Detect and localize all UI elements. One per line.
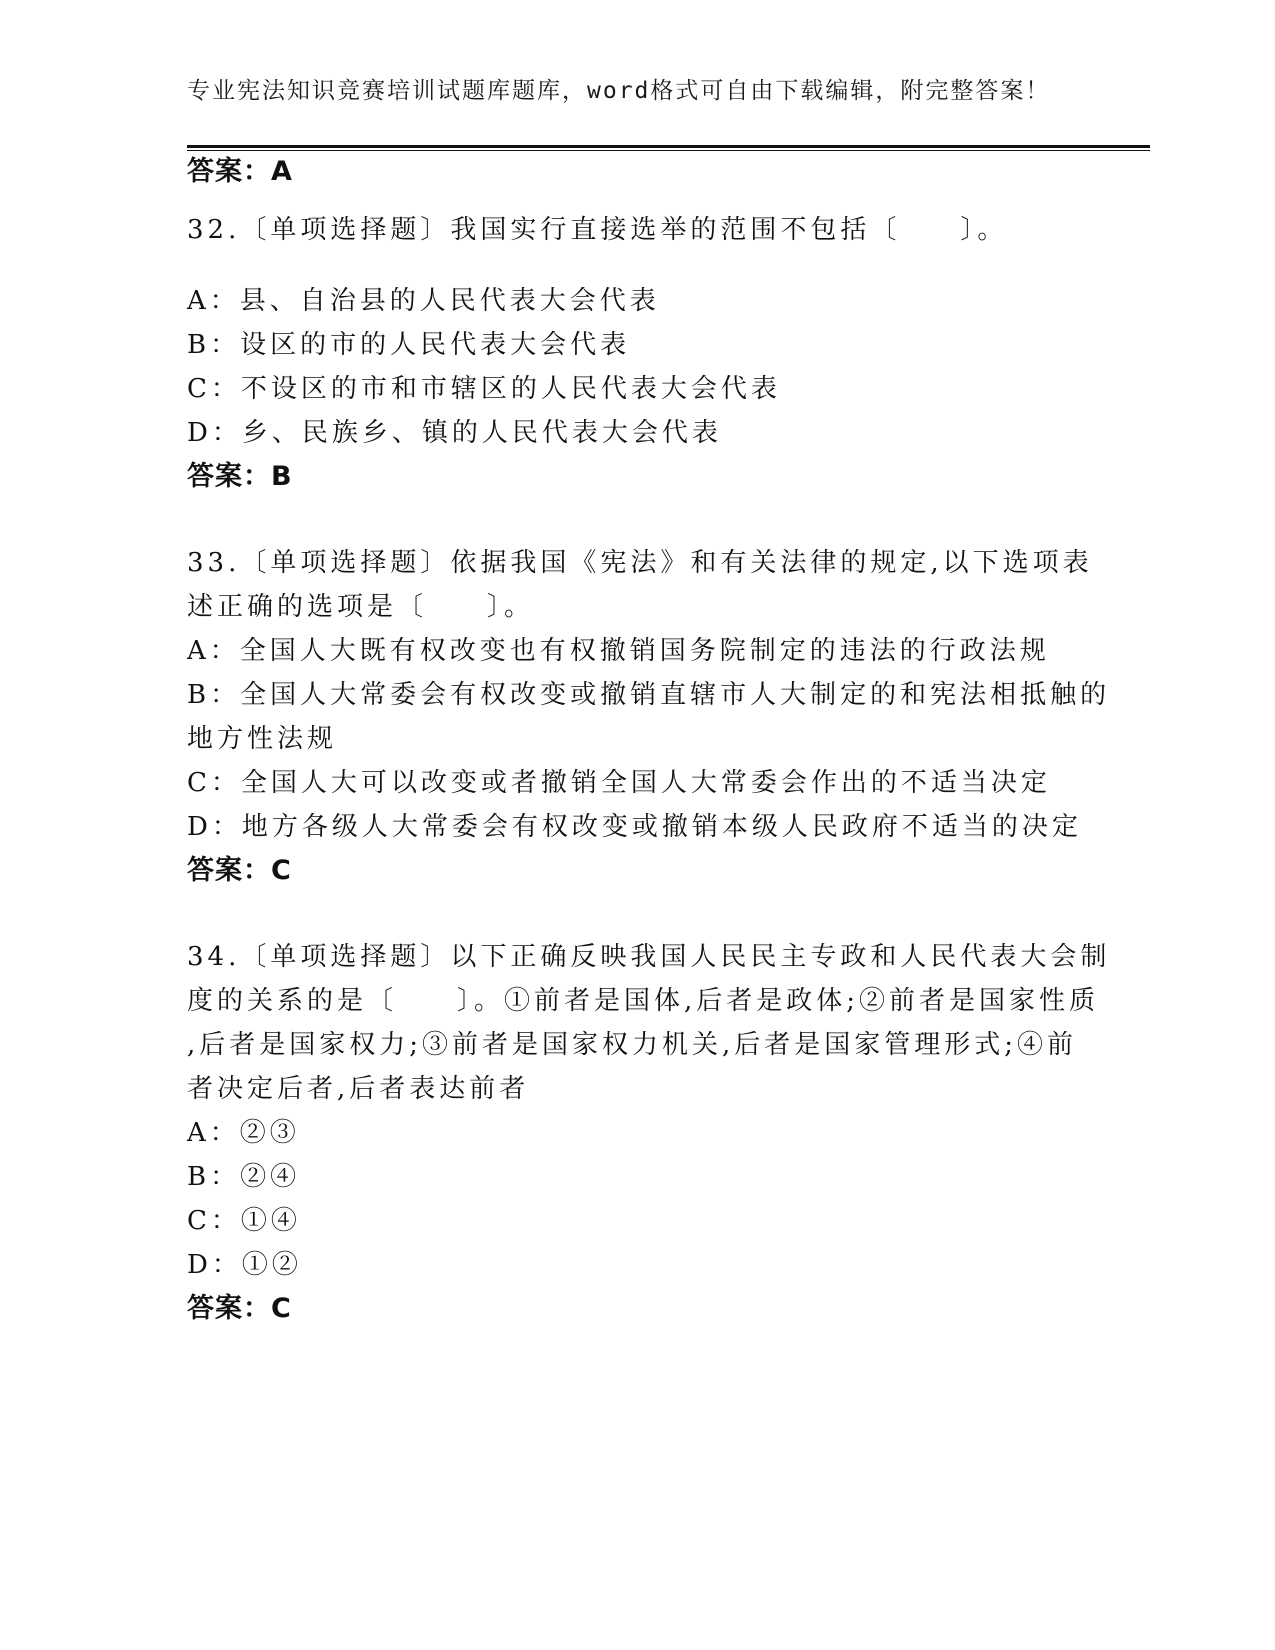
question-33-option-b: B：全国人大常委会有权改变或撤销直辖市人大制定的和宪法相抵触的 — [187, 680, 1111, 710]
question-33-option-b-continued: 地方性法规 — [187, 724, 338, 754]
question-34-stem-line-2: 度的关系的是〔 〕。①前者是国体,后者是政体;②前者是国家性质 — [187, 986, 1100, 1016]
question-34-option-d: D：①② — [187, 1250, 302, 1280]
question-32-option-b: B：设区的市的人民代表大会代表 — [187, 330, 631, 360]
question-33-stem-line-1: 33.〔单项选择题〕依据我国《宪法》和有关法律的规定,以下选项表 — [187, 548, 1093, 578]
question-33-option-d: D：地方各级人大常委会有权改变或撤销本级人民政府不适当的决定 — [187, 812, 1082, 842]
question-34-stem-line-1: 34.〔单项选择题〕以下正确反映我国人民民主专政和人民代表大会制 — [187, 942, 1111, 972]
question-32-option-c: C：不设区的市和市辖区的人民代表大会代表 — [187, 374, 781, 404]
question-32-stem: 32.〔单项选择题〕我国实行直接选举的范围不包括〔 〕。 — [187, 215, 1008, 245]
header-rule-thick — [187, 145, 1150, 148]
question-34-option-c: C：①④ — [187, 1206, 301, 1236]
document-header: 专业宪法知识竞赛培训试题库题库，word格式可自由下载编辑，附完整答案！ — [187, 78, 1051, 104]
question-33-option-a: A：全国人大既有权改变也有权撤销国务院制定的违法的行政法规 — [187, 636, 1050, 666]
question-34-answer: 答案：C — [187, 1293, 292, 1324]
question-34-stem-line-3: ,后者是国家权力;③前者是国家权力机关,后者是国家管理形式;④前 — [187, 1030, 1078, 1060]
question-34-stem-line-4: 者决定后者,后者表达前者 — [187, 1074, 530, 1104]
question-33-answer: 答案：C — [187, 855, 292, 886]
question-33-option-c: C：全国人大可以改变或者撤销全国人大常委会作出的不适当决定 — [187, 768, 1051, 798]
question-33-stem-line-2: 述正确的选项是〔 〕。 — [187, 592, 535, 622]
header-rule-thin — [187, 150, 1150, 151]
question-32-answer: 答案：B — [187, 461, 293, 492]
question-32-option-a: A：县、自治县的人民代表大会代表 — [187, 286, 660, 316]
question-34-option-a: A：②③ — [187, 1118, 300, 1148]
question-34-option-b: B：②④ — [187, 1162, 301, 1192]
answer-previous: 答案：A — [187, 156, 293, 187]
question-32-option-d: D：乡、民族乡、镇的人民代表大会代表 — [187, 418, 722, 448]
